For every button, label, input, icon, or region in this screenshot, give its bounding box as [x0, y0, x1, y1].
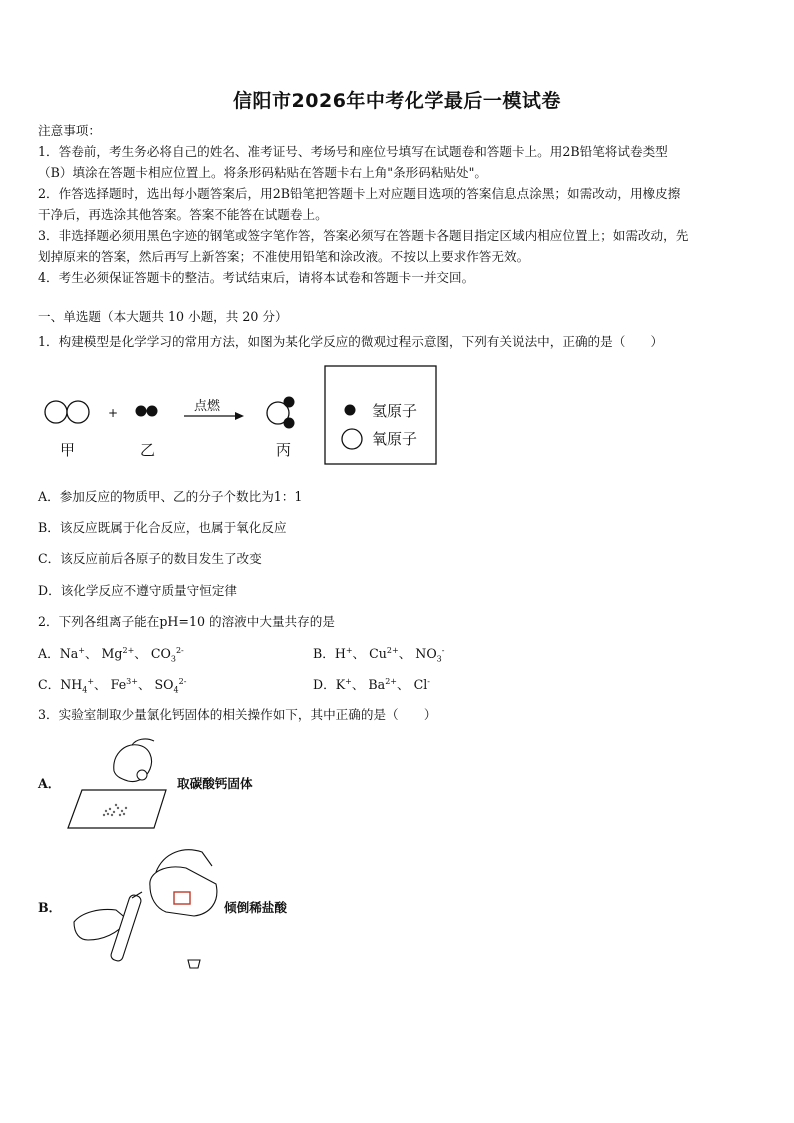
label-bing: 丙: [276, 441, 292, 459]
hydrogen-atom-icon: [345, 405, 356, 416]
q3-option-a-text: 取碳酸钙固体: [177, 776, 253, 791]
q2-option-b-label: B．: [313, 646, 335, 661]
legend-hydrogen: 氢原子: [372, 402, 418, 420]
label-yi: 乙: [140, 441, 156, 459]
q1-stem: 1．构建模型是化学学习的常用方法，如图为某化学反应的微观过程示意图，下列有关说法中，正确的是（ ）: [38, 334, 664, 349]
oxygen-atom-icon: [45, 401, 67, 423]
legend-oxygen: 氧原子: [372, 430, 418, 448]
q2-stem: 2．下列各组离子能在pH=10 的溶液中大量共存的是: [38, 614, 335, 629]
q2-option-a-label: A．: [38, 646, 60, 661]
q3-option-b-label: B．: [38, 900, 62, 915]
label-jia: 甲: [60, 441, 76, 459]
reaction-condition: 点燃: [194, 399, 221, 414]
hydrogen-atom-icon: [136, 406, 147, 417]
q2-option-d: D．K+、 $Ba^{2+}$、 Cl-: [313, 676, 430, 692]
notice-line-6: 划掉原来的答案，然后再写上新答案；不准使用铅笔和涂改液。不按以上要求作答无效。: [38, 249, 530, 264]
hydrogen-atom-icon: [284, 397, 295, 408]
arrow-head-icon: [235, 412, 244, 420]
q3-option-b-text: 倾倒稀盐酸: [224, 900, 287, 915]
oxygen-atom-icon: [67, 401, 89, 423]
plus-sign: +: [108, 406, 119, 420]
notice-line-5: 3．非选择题必须用黑色字迹的钢笔或签字笔作答，答案必须写在答题卡各题目指定区域内相应位置上；如需改动，先: [38, 228, 689, 243]
paper-sheet-icon: [68, 790, 166, 828]
q2-option-d-label: D．: [313, 677, 336, 692]
page-title: 信阳市2026年中考化学最后一模试卷: [233, 90, 561, 112]
q1-option-c: C．该反应前后各原子的数目发生了改变: [38, 551, 262, 566]
notice-line-1: 1．答卷前，考生务必将自己的姓名、准考证号、考场号和座位号填写在试题卷和答题卡上。用2B铅笔将试卷类型: [38, 144, 668, 159]
solid-lump-icon: [137, 770, 147, 780]
notice-line-7: 4．考生必须保证答题卡的整洁。考试结束后，请将本试卷和答题卡一并交回。: [38, 270, 475, 285]
notice-line-2: （B）填涂在答题卡相应位置上。将条形码粘贴在答题卡右上角"条形码粘贴处"。: [38, 165, 488, 180]
q3-option-a-label: A．: [38, 776, 61, 791]
notice-heading: 注意事项：: [38, 123, 101, 138]
q1-option-b: B．该反应既属于化合反应，也属于氧化反应: [38, 520, 287, 535]
pour-acid-illustration: [70, 842, 225, 970]
q1-option-d: D．该化学反应不遵守质量守恒定律: [38, 583, 238, 598]
q3-stem: 3．实验室制取少量氯化钙固体的相关操作如下，其中正确的是（ ）: [38, 707, 437, 722]
stopper-icon: [188, 960, 200, 968]
take-solid-illustration: [62, 735, 172, 835]
q2-option-b: B．H+、 $Cu^{2+}$、 $NO_3^-$: [313, 645, 445, 664]
hydrogen-atom-icon: [284, 418, 295, 429]
q1-reaction-diagram: [38, 362, 448, 472]
notice-line-4: 干净后，再选涂其他答案。答案不能答在试题卷上。: [38, 207, 328, 222]
q2-option-a: A．Na+、 $Mg^{2+}$、 $CO_3^{2-}$: [38, 645, 184, 664]
q1-option-a: A．参加反应的物质甲、乙的分子个数比为1：1: [38, 489, 303, 504]
q2-option-c: C．$NH_4^+$、 $Fe^{3+}$、 $SO_4^{2-}$: [38, 676, 187, 695]
oxygen-atom-icon: [342, 429, 362, 449]
notice-line-3: 2．作答选择题时，选出每小题答案后，用2B铅笔把答题卡上对应题目选项的答案信息点涂黑；如需改动，用橡皮擦: [38, 186, 681, 201]
q2-option-c-label: C．: [38, 677, 61, 692]
section-heading: 一、单选题（本大题共 10 小题，共 20 分）: [38, 309, 288, 324]
hydrogen-atom-icon: [147, 406, 158, 417]
